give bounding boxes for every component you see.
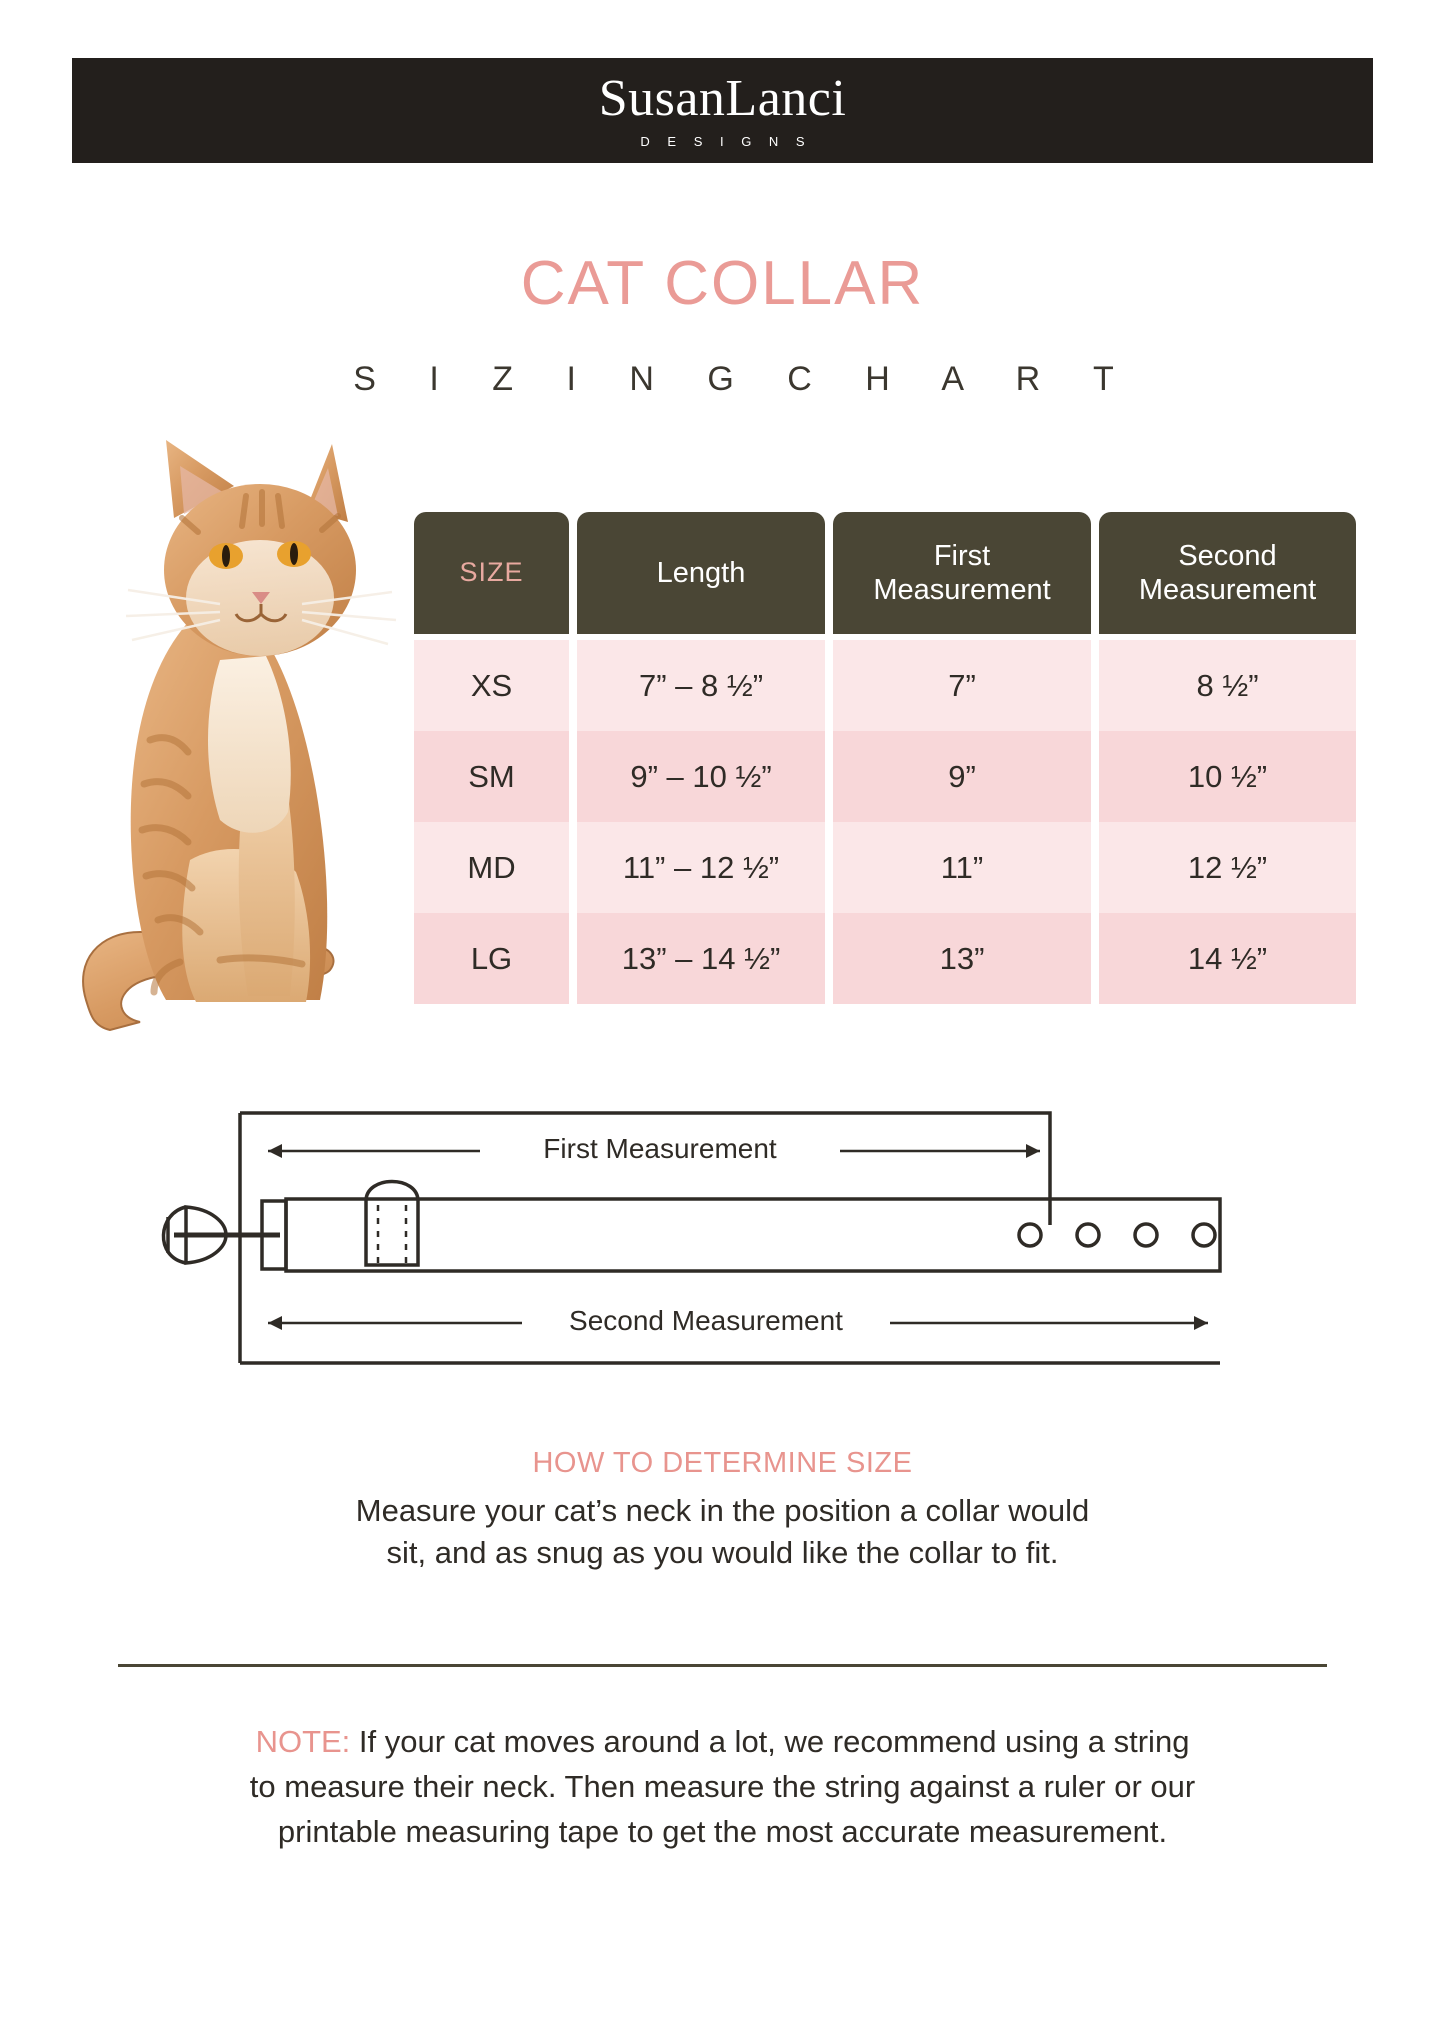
cell-length: 7” – 8 ½” [577, 640, 825, 731]
cell-second: 10 ½” [1099, 731, 1356, 822]
table-header-size: SIZE [414, 512, 569, 634]
cat-photo [70, 440, 420, 1080]
table-header-row [414, 512, 1354, 634]
table-row [414, 913, 1354, 1004]
cell-size: MD [414, 822, 569, 913]
cell-length: 13” – 14 ½” [577, 913, 825, 1004]
table-header-second-line2: Measurement [1138, 574, 1317, 606]
table-row [414, 731, 1354, 822]
table-header-first-measurement [833, 512, 1091, 634]
howto-text [0, 1490, 1445, 1574]
collar-diagram [150, 1105, 1310, 1395]
cell-first: 9” [833, 731, 1091, 822]
cell-second: 12 ½” [1099, 822, 1356, 913]
note-line-2: to measure their neck. Then measure the string against a ruler or our [249, 1768, 1196, 1804]
howto-line-1: Measure your cat’s neck in the position a collar would [355, 1493, 1090, 1528]
cell-second: 14 ½” [1099, 913, 1356, 1004]
cell-first: 11” [833, 822, 1091, 913]
table-row [414, 640, 1354, 731]
note-text-1: If your cat moves around a lot, we recommend using a string [358, 1724, 1190, 1759]
cell-second: 8 ½” [1099, 640, 1356, 731]
note-block [120, 1720, 1325, 1855]
cat-head [126, 440, 396, 656]
cell-first: 7” [833, 640, 1091, 731]
note-line-1 [120, 1720, 1325, 1765]
first-measurement-label: First Measurement [480, 1133, 840, 1165]
note-label: NOTE: [255, 1724, 351, 1759]
page-title: CAT COLLAR [520, 249, 925, 318]
cell-size: XS [414, 640, 569, 731]
table-row [414, 822, 1354, 913]
table-body [414, 640, 1354, 1004]
page-subtitle: S I Z I N G C H A R T [353, 360, 1136, 398]
note-line-3: printable measuring tape to get the most accurate measurement. [277, 1813, 1168, 1849]
cat-illustration [70, 440, 420, 1080]
brand-header-bar [72, 58, 1373, 163]
howto-title: HOW TO DETERMINE SIZE [532, 1447, 913, 1479]
section-divider [118, 1664, 1327, 1667]
cell-size: SM [414, 731, 569, 822]
brand-subtitle: D E S I G N S [640, 133, 812, 149]
table-header-first-line1: First [933, 539, 991, 572]
cell-first: 13” [833, 913, 1091, 1004]
brand-name: SusanLanci [598, 69, 847, 127]
table-header-second-line1: Second [1178, 539, 1277, 572]
sizing-table [414, 512, 1354, 1004]
cell-size: LG [414, 913, 569, 1004]
cell-length: 11” – 12 ½” [577, 822, 825, 913]
table-header-length: Length [577, 512, 825, 634]
table-header-first-line2: Measurement [873, 574, 1051, 606]
howto-line-2: sit, and as snug as you would like the collar to fit. [386, 1534, 1059, 1570]
cell-length: 9” – 10 ½” [577, 731, 825, 822]
table-header-second-measurement [1099, 512, 1356, 634]
second-measurement-label: Second Measurement [522, 1305, 890, 1337]
